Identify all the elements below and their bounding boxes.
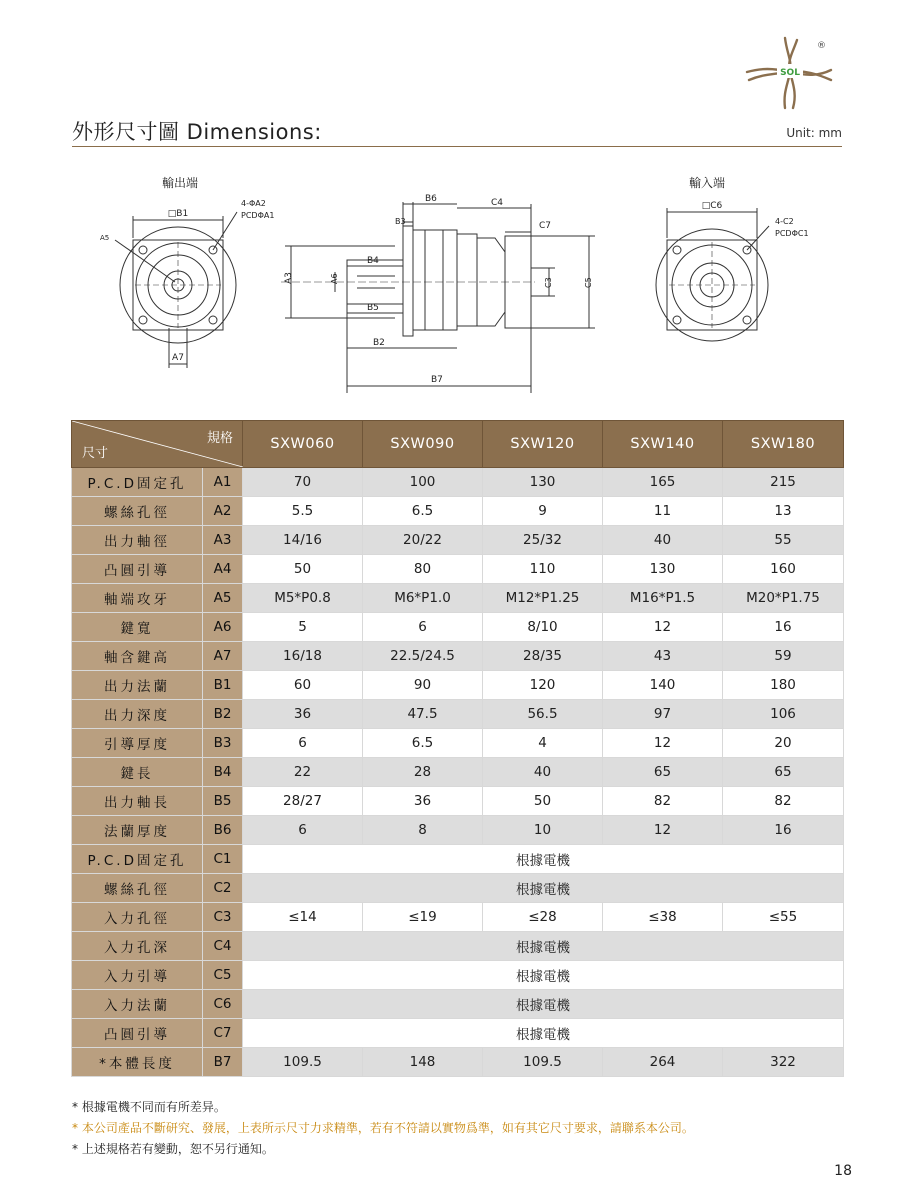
value-cell: 5.5: [243, 497, 363, 526]
value-cell: 28/27: [243, 787, 363, 816]
table-row: [72, 642, 844, 671]
unit-label: Unit: mm: [786, 126, 842, 140]
value-cell: ≤14: [243, 903, 363, 932]
row-code-cell: C2: [203, 874, 243, 903]
row-name-cell: 凸圓引導: [72, 1019, 203, 1048]
b4-label: B4: [367, 256, 379, 266]
row-code-cell: A6: [203, 613, 243, 642]
row-name-cell: 凸圓引導: [72, 555, 203, 584]
value-cell: 4: [483, 729, 603, 758]
table-row: [72, 468, 844, 497]
c7-label: C7: [539, 221, 552, 231]
value-cell: 13: [723, 497, 844, 526]
table-row: [72, 990, 844, 1019]
row-name-cell: 軸端攻牙: [72, 584, 203, 613]
row-name-cell: 出力法蘭: [72, 671, 203, 700]
value-cell: 59: [723, 642, 844, 671]
merged-value-cell: 根據電機: [243, 845, 844, 874]
row-code-cell: A2: [203, 497, 243, 526]
value-cell: 36: [363, 787, 483, 816]
row-name-cell: P.C.D固定孔: [72, 845, 203, 874]
value-cell: 180: [723, 671, 844, 700]
value-cell: 100: [363, 468, 483, 497]
value-cell: 16: [723, 613, 844, 642]
table-row: [72, 729, 844, 758]
row-name-cell: 引導厚度: [72, 729, 203, 758]
value-cell: 130: [603, 555, 723, 584]
table-row: [72, 671, 844, 700]
row-code-cell: B6: [203, 816, 243, 845]
value-cell: 36: [243, 700, 363, 729]
value-cell: 14/16: [243, 526, 363, 555]
value-cell: 50: [483, 787, 603, 816]
value-cell: 43: [603, 642, 723, 671]
table-row: [72, 816, 844, 845]
value-cell: 16/18: [243, 642, 363, 671]
value-cell: 130: [483, 468, 603, 497]
value-cell: 47.5: [363, 700, 483, 729]
merged-value-cell: 根據電機: [243, 932, 844, 961]
value-cell: 56.5: [483, 700, 603, 729]
value-cell: 165: [603, 468, 723, 497]
table-row: [72, 845, 844, 874]
page-number: 18: [834, 1163, 852, 1179]
value-cell: 160: [723, 555, 844, 584]
value-cell: 264: [603, 1048, 723, 1077]
value-cell: 28: [363, 758, 483, 787]
value-cell: 20/22: [363, 526, 483, 555]
value-cell: 106: [723, 700, 844, 729]
value-cell: 8: [363, 816, 483, 845]
row-name-cell: 螺絲孔徑: [72, 874, 203, 903]
footnote-highlight: * 本公司產品不斷研究、發展，上表所示尺寸力求精準，若有不符請以實物爲準，如有其它尺寸要求，請聯系本公司。: [72, 1121, 694, 1135]
a1-label: PCDΦA1: [241, 211, 275, 220]
model-header: SXW060: [243, 421, 363, 468]
b6-label: B6: [425, 194, 437, 204]
value-cell: ≤38: [603, 903, 723, 932]
c4-label: C4: [491, 198, 504, 208]
value-cell: 25/32: [483, 526, 603, 555]
dimensions-table-wrapper: [71, 420, 843, 1077]
input-end-label: 輸入端: [688, 176, 726, 190]
value-cell: 16: [723, 816, 844, 845]
value-cell: 70: [243, 468, 363, 497]
value-cell: 12: [603, 816, 723, 845]
value-cell: 5: [243, 613, 363, 642]
table-row: [72, 497, 844, 526]
footnotes: [72, 1097, 862, 1160]
value-cell: 22: [243, 758, 363, 787]
logo-text: SOL: [780, 68, 800, 78]
value-cell: 20: [723, 729, 844, 758]
table-row: [72, 700, 844, 729]
a6-label: A6: [330, 273, 339, 284]
value-cell: ≤19: [363, 903, 483, 932]
merged-value-cell: 根據電機: [243, 961, 844, 990]
row-name-cell: 鍵長: [72, 758, 203, 787]
table-row: [72, 613, 844, 642]
row-name-cell: 入力孔深: [72, 932, 203, 961]
row-name-cell: 入力引導: [72, 961, 203, 990]
value-cell: 82: [603, 787, 723, 816]
c3-label: C3: [544, 277, 553, 288]
value-cell: 60: [243, 671, 363, 700]
row-code-cell: B2: [203, 700, 243, 729]
row-code-cell: A1: [203, 468, 243, 497]
value-cell: 40: [483, 758, 603, 787]
row-code-cell: B4: [203, 758, 243, 787]
value-cell: 82: [723, 787, 844, 816]
value-cell: M20*P1.75: [723, 584, 844, 613]
row-code-cell: C1: [203, 845, 243, 874]
value-cell: 55: [723, 526, 844, 555]
row-code-cell: A7: [203, 642, 243, 671]
model-header: SXW090: [363, 421, 483, 468]
value-cell: 12: [603, 613, 723, 642]
value-cell: 65: [603, 758, 723, 787]
row-code-cell: C7: [203, 1019, 243, 1048]
row-code-cell: C5: [203, 961, 243, 990]
c2-label: 4-C2: [775, 217, 794, 226]
table-row: [72, 903, 844, 932]
merged-value-cell: 根據電機: [243, 990, 844, 1019]
section-header: [72, 112, 842, 147]
value-cell: 8/10: [483, 613, 603, 642]
value-cell: 97: [603, 700, 723, 729]
output-end-label: 輸出端: [161, 176, 199, 190]
row-name-cell: *本體長度: [72, 1048, 203, 1077]
a7-label: A7: [172, 353, 184, 363]
table-row: [72, 526, 844, 555]
row-code-cell: C6: [203, 990, 243, 1019]
c6-label: □C6: [701, 201, 723, 211]
row-code-cell: C3: [203, 903, 243, 932]
value-cell: 120: [483, 671, 603, 700]
corner-dimension-label: 尺寸: [82, 446, 109, 461]
model-header: SXW140: [603, 421, 723, 468]
table-row: [72, 555, 844, 584]
row-name-cell: 入力孔徑: [72, 903, 203, 932]
value-cell: M16*P1.5: [603, 584, 723, 613]
value-cell: 6: [363, 613, 483, 642]
table-row: [72, 1048, 844, 1077]
a5-label: A5: [100, 234, 110, 242]
merged-value-cell: 根據電機: [243, 1019, 844, 1048]
model-header: SXW120: [483, 421, 603, 468]
value-cell: 6: [243, 816, 363, 845]
value-cell: M5*P0.8: [243, 584, 363, 613]
value-cell: 215: [723, 468, 844, 497]
table-row: [72, 1019, 844, 1048]
value-cell: M6*P1.0: [363, 584, 483, 613]
value-cell: 6.5: [363, 497, 483, 526]
footnote: * 上述規格若有變動，恕不另行通知。: [72, 1142, 274, 1156]
table-header-row: [72, 421, 844, 468]
value-cell: 322: [723, 1048, 844, 1077]
table-row: [72, 787, 844, 816]
row-code-cell: B5: [203, 787, 243, 816]
value-cell: 50: [243, 555, 363, 584]
brand-logo: [745, 34, 835, 114]
a3-label: A3: [284, 272, 294, 284]
table-row: [72, 758, 844, 787]
row-code-cell: C4: [203, 932, 243, 961]
value-cell: 28/35: [483, 642, 603, 671]
value-cell: 110: [483, 555, 603, 584]
value-cell: 148: [363, 1048, 483, 1077]
b2-label: B2: [373, 338, 385, 348]
row-code-cell: A5: [203, 584, 243, 613]
value-cell: 109.5: [483, 1048, 603, 1077]
value-cell: M12*P1.25: [483, 584, 603, 613]
dimensions-table: [71, 420, 844, 1077]
row-name-cell: 鍵寬: [72, 613, 203, 642]
row-code-cell: B3: [203, 729, 243, 758]
b3-label: B3: [395, 217, 406, 226]
corner-spec-label: 規格: [206, 431, 233, 446]
c5-label: C5: [584, 277, 593, 288]
a2-label: 4-ΦA2: [241, 199, 266, 208]
c1-label: PCDΦC1: [775, 229, 809, 238]
model-header: SXW180: [723, 421, 844, 468]
value-cell: 12: [603, 729, 723, 758]
value-cell: 6.5: [363, 729, 483, 758]
value-cell: 9: [483, 497, 603, 526]
row-name-cell: 軸含鍵高: [72, 642, 203, 671]
table-body: [72, 468, 844, 1077]
row-name-cell: P.C.D固定孔: [72, 468, 203, 497]
row-code-cell: B7: [203, 1048, 243, 1077]
row-name-cell: 出力軸徑: [72, 526, 203, 555]
row-name-cell: 入力法蘭: [72, 990, 203, 1019]
row-code-cell: A3: [203, 526, 243, 555]
table-row: [72, 961, 844, 990]
table-row: [72, 874, 844, 903]
row-code-cell: B1: [203, 671, 243, 700]
b5-label: B5: [367, 303, 379, 313]
registered-mark: ®: [817, 41, 826, 51]
value-cell: 140: [603, 671, 723, 700]
table-row: [72, 932, 844, 961]
dimension-drawing: [95, 168, 815, 400]
value-cell: 65: [723, 758, 844, 787]
row-name-cell: 法蘭厚度: [72, 816, 203, 845]
b1-label: □B1: [167, 209, 189, 219]
value-cell: 109.5: [243, 1048, 363, 1077]
page-title: 外形尺寸圖 Dimensions:: [72, 120, 322, 144]
value-cell: 11: [603, 497, 723, 526]
row-name-cell: 出力深度: [72, 700, 203, 729]
row-code-cell: A4: [203, 555, 243, 584]
row-name-cell: 螺絲孔徑: [72, 497, 203, 526]
value-cell: 10: [483, 816, 603, 845]
b7-label: B7: [431, 375, 443, 385]
value-cell: 40: [603, 526, 723, 555]
table-row: [72, 584, 844, 613]
merged-value-cell: 根據電機: [243, 874, 844, 903]
row-name-cell: 出力軸長: [72, 787, 203, 816]
table-corner-cell: [72, 421, 243, 468]
value-cell: ≤28: [483, 903, 603, 932]
value-cell: 90: [363, 671, 483, 700]
value-cell: 22.5/24.5: [363, 642, 483, 671]
value-cell: 6: [243, 729, 363, 758]
value-cell: 80: [363, 555, 483, 584]
value-cell: ≤55: [723, 903, 844, 932]
footnote: * 根據電機不同而有所差异。: [72, 1100, 226, 1114]
